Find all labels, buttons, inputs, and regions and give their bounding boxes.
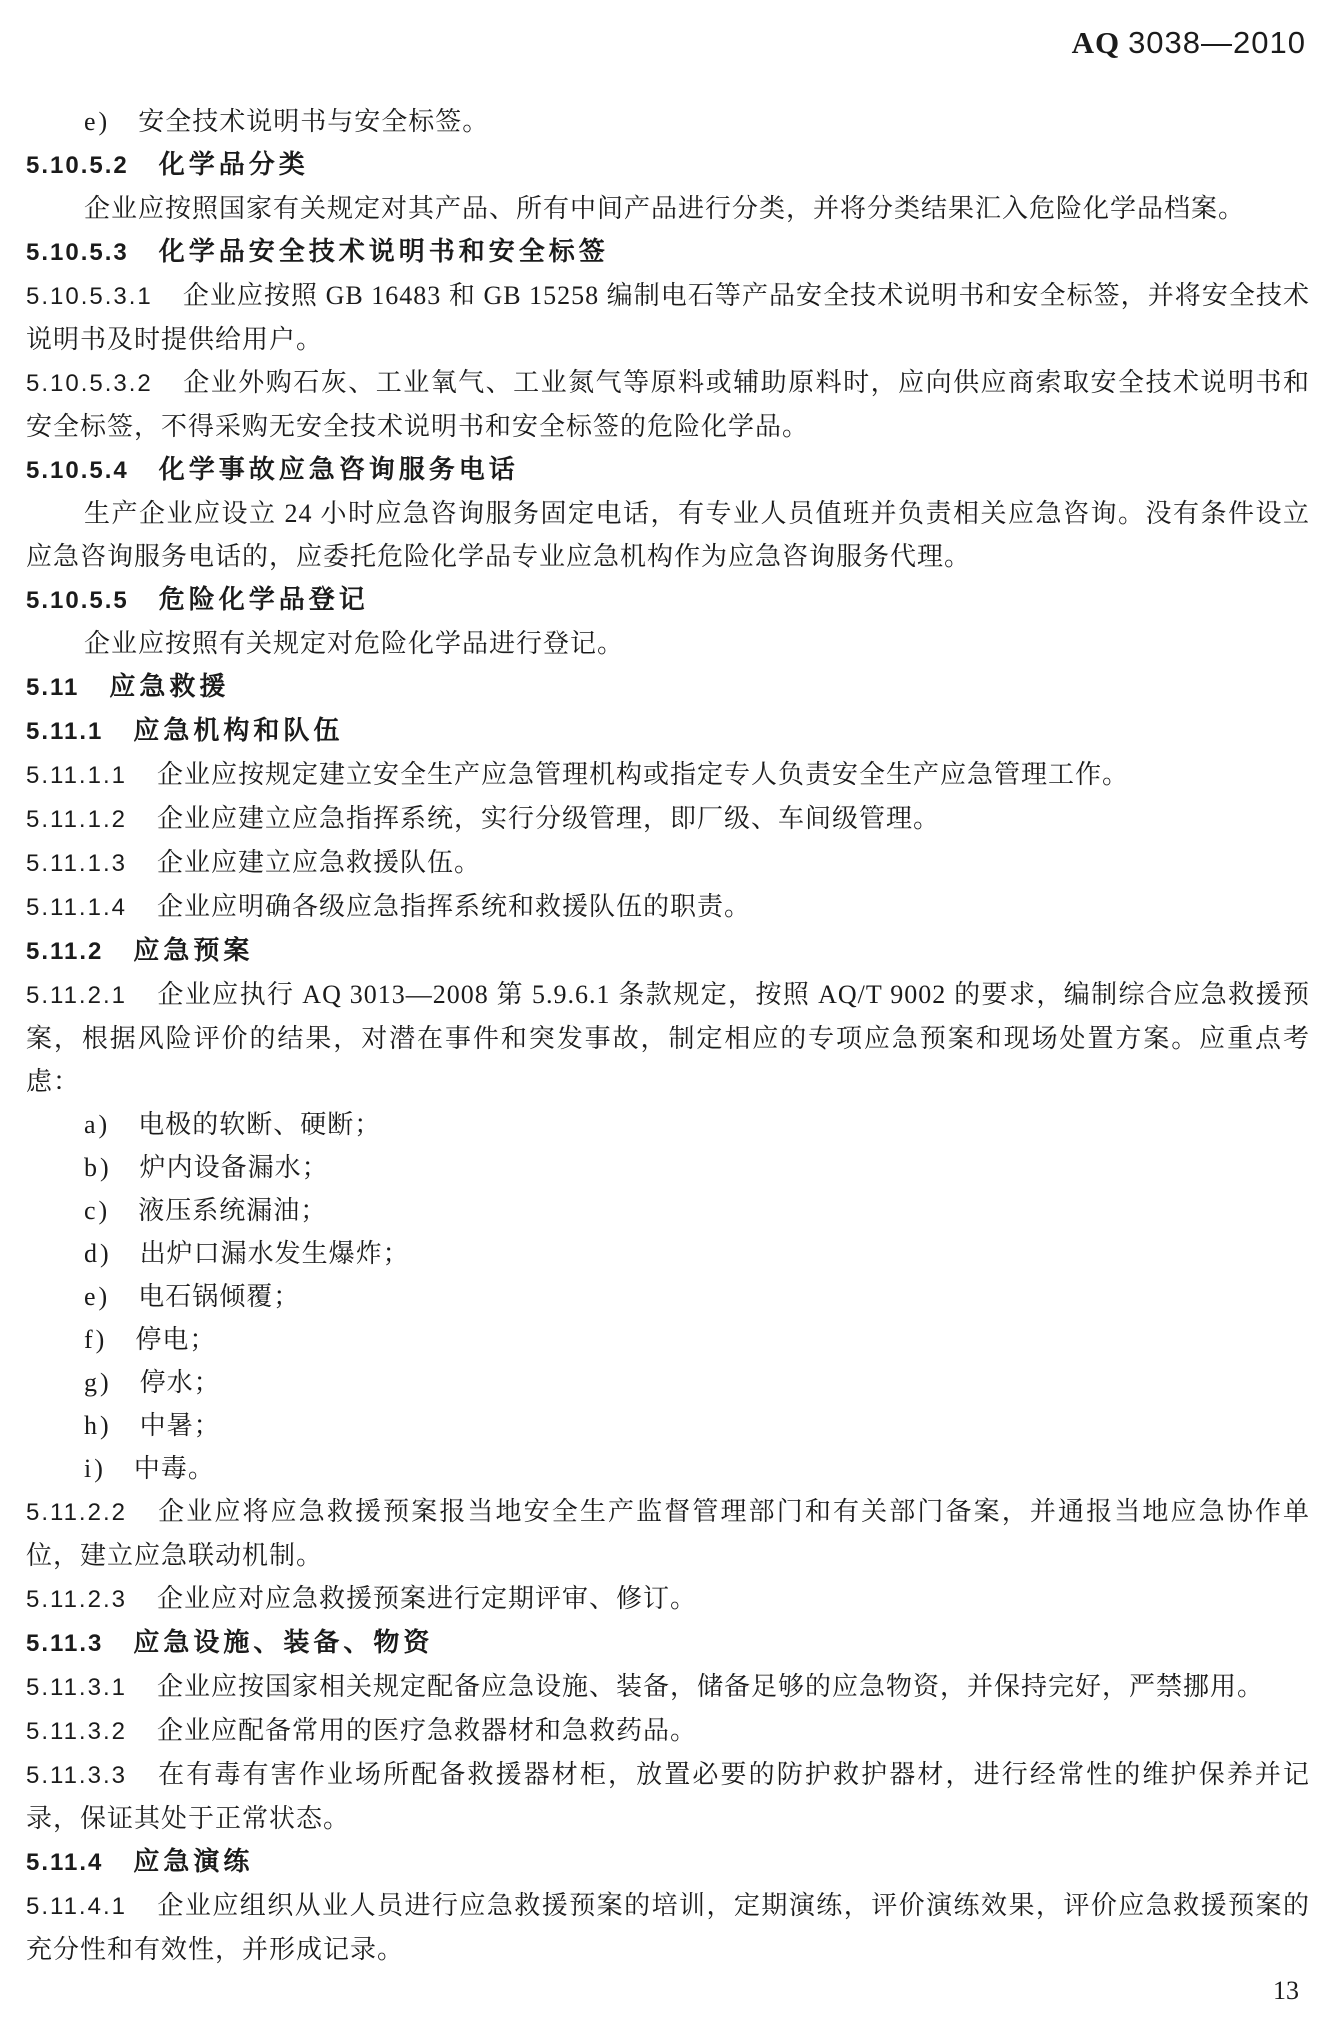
clause-heading	[26, 1621, 1310, 1665]
standard-code-prefix: AQ	[1071, 25, 1121, 60]
list-item	[26, 1103, 1310, 1146]
clause-paragraph	[26, 274, 1310, 361]
clause-title: 化学品分类	[158, 149, 309, 179]
clause-heading	[26, 448, 1310, 492]
paragraph-text: 企业应按照有关规定对危险化学品进行登记。	[84, 629, 625, 658]
clause-paragraph	[26, 1665, 1310, 1709]
list-item-text: 炉内设备漏水；	[139, 1153, 329, 1182]
clause-number: 5.11.1.1	[26, 762, 127, 789]
list-item-label: h)	[84, 1411, 112, 1440]
clause-number: 5.11.2.3	[26, 1586, 127, 1613]
page-header	[26, 24, 1310, 62]
clause-title: 化学事故应急咨询服务电话	[158, 454, 519, 484]
body-paragraph	[26, 187, 1310, 230]
clause-text: 企业应按规定建立安全生产应急管理机构或指定专人负责安全生产应急管理工作。	[156, 760, 1129, 789]
clause-paragraph	[26, 797, 1310, 841]
list-item	[26, 100, 1310, 143]
clause-text: 企业应将应急救援预案报当地安全生产监督管理部门和有关部门备案，并通报当地应急协作单位，建立应急联动机制。	[26, 1497, 1310, 1570]
clause-text: 企业应组织从业人员进行应急救援预案的培训，定期演练，评价演练效果，评价应急救援预案的充分性和有效性，并形成记录。	[26, 1891, 1310, 1964]
clause-number: 5.10.5.4	[26, 457, 129, 484]
list-item	[26, 1189, 1310, 1232]
paragraph-text: 生产企业应设立 24 小时应急咨询服务固定电话，有专业人员值班并负责相关应急咨询。没有条件设立应急咨询服务电话的，应委托危险化学品专业应急机构作为应急咨询服务代理。	[26, 499, 1310, 571]
list-item	[26, 1146, 1310, 1189]
clause-heading	[26, 709, 1310, 753]
clause-paragraph	[26, 885, 1310, 929]
clause-text: 企业应明确各级应急指挥系统和救援队伍的职责。	[156, 892, 751, 921]
clause-number: 5.11.1.3	[26, 850, 127, 877]
list-item-text: 中毒。	[133, 1454, 215, 1483]
clause-paragraph	[26, 1709, 1310, 1753]
clause-title: 应急机构和队伍	[133, 715, 344, 745]
page-footer	[1273, 1976, 1299, 2006]
clause-paragraph	[26, 1577, 1310, 1621]
list-item-label: f)	[84, 1325, 108, 1354]
clause-text: 企业应按照 GB 16483 和 GB 15258 编制电石等产品安全技术说明书和安全标签，并将安全技术说明书及时提供给用户。	[26, 281, 1310, 354]
clause-title: 应急预案	[133, 935, 254, 965]
list-item-text: 电石锅倾覆；	[138, 1282, 301, 1311]
clause-text: 在有毒有害作业场所配备救援器材柜，放置必要的防护救护器材，进行经常性的维护保养并记录，保证其处于正常状态。	[26, 1760, 1310, 1833]
clause-number: 5.10.5.2	[26, 152, 129, 179]
clause-paragraph	[26, 1884, 1310, 1971]
list-item	[26, 1404, 1310, 1447]
list-item	[26, 1232, 1310, 1275]
clause-text: 企业应按国家相关规定配备应急设施、装备，储备足够的应急物资，并保持完好，严禁挪用。	[156, 1672, 1264, 1701]
clause-heading	[26, 143, 1310, 187]
page-number: 13	[1273, 1976, 1299, 2005]
list-item-label: i)	[84, 1454, 106, 1483]
clause-text: 企业应建立应急指挥系统，实行分级管理，即厂级、车间级管理。	[156, 804, 940, 833]
clause-number: 5.11.4.1	[26, 1893, 127, 1920]
list-item-label: b)	[84, 1153, 112, 1182]
clause-paragraph	[26, 841, 1310, 885]
body-paragraph	[26, 622, 1310, 665]
list-item	[26, 1318, 1310, 1361]
clause-number: 5.11.2.1	[26, 982, 127, 1009]
list-item-text: 出炉口漏水发生爆炸；	[139, 1239, 410, 1268]
list-item-label: c)	[84, 1196, 111, 1225]
list-item-text: 液压系统漏油；	[138, 1196, 328, 1225]
clause-text: 企业应配备常用的医疗急救器材和急救药品。	[156, 1716, 697, 1745]
clause-number: 5.11.3.3	[26, 1762, 127, 1789]
clause-number: 5.11	[26, 674, 80, 701]
body-paragraph	[26, 492, 1310, 578]
list-item-label: a)	[84, 1110, 111, 1139]
clause-number: 5.11.2	[26, 938, 104, 965]
clause-text: 企业应建立应急救援队伍。	[156, 848, 481, 877]
clause-number: 5.10.5.5	[26, 587, 129, 614]
clause-number: 5.11.1.4	[26, 894, 127, 921]
list-item-text: 电极的软断、硬断；	[138, 1110, 382, 1139]
clause-heading	[26, 578, 1310, 622]
clause-heading	[26, 230, 1310, 274]
clause-title: 应急设施、装备、物资	[133, 1627, 434, 1657]
clause-paragraph	[26, 361, 1310, 448]
clause-text: 企业应对应急救援预案进行定期评审、修订。	[156, 1584, 697, 1613]
clause-heading	[26, 1840, 1310, 1884]
clause-number: 5.11.1.2	[26, 806, 127, 833]
clause-heading	[26, 929, 1310, 973]
document-body	[26, 100, 1310, 1971]
clause-number: 5.11.3.2	[26, 1718, 127, 1745]
list-item	[26, 1361, 1310, 1404]
clause-title: 危险化学品登记	[158, 584, 369, 614]
list-item-text: 安全技术说明书与安全标签。	[138, 107, 490, 136]
clause-number: 5.11.4	[26, 1849, 104, 1876]
clause-number: 5.10.5.3.1	[26, 283, 153, 310]
clause-paragraph	[26, 1753, 1310, 1840]
clause-number: 5.10.5.3.2	[26, 370, 153, 397]
clause-paragraph	[26, 753, 1310, 797]
clause-title: 应急救援	[109, 671, 230, 701]
clause-paragraph	[26, 1490, 1310, 1577]
list-item-text: 停水；	[139, 1368, 221, 1397]
list-item-label: g)	[84, 1368, 112, 1397]
clause-title: 化学品安全技术说明书和安全标签	[158, 236, 609, 266]
clause-number: 5.11.2.2	[26, 1499, 127, 1526]
clause-text: 企业外购石灰、工业氧气、工业氮气等原料或辅助原料时，应向供应商索取安全技术说明书和安全标签，不得采购无安全技术说明书和安全标签的危险化学品。	[26, 368, 1310, 441]
list-item-text: 停电；	[135, 1325, 217, 1354]
list-item	[26, 1275, 1310, 1318]
clause-number: 5.11.3.1	[26, 1674, 127, 1701]
list-item-label: e)	[84, 107, 111, 136]
paragraph-text: 企业应按照国家有关规定对其产品、所有中间产品进行分类，并将分类结果汇入危险化学品档案。	[84, 194, 1246, 223]
clause-number: 5.11.3	[26, 1630, 104, 1657]
clause-number: 5.10.5.3	[26, 239, 129, 266]
list-item-text: 中暑；	[139, 1411, 221, 1440]
clause-paragraph	[26, 973, 1310, 1103]
list-item-label: d)	[84, 1239, 112, 1268]
clause-text: 企业应执行 AQ 3013—2008 第 5.9.6.1 条款规定，按照 AQ/T 9002 的要求，编制综合应急救援预案，根据风险评价的结果，对潜在事件和突发事故，制定相应的专项应急预案和现场处置方案。应重点考虑：	[26, 980, 1310, 1096]
standard-code-number: 3038—2010	[1128, 25, 1306, 60]
list-item-label: e)	[84, 1282, 111, 1311]
clause-number: 5.11.1	[26, 718, 104, 745]
list-item	[26, 1447, 1310, 1490]
clause-title: 应急演练	[133, 1846, 254, 1876]
clause-heading	[26, 665, 1310, 709]
